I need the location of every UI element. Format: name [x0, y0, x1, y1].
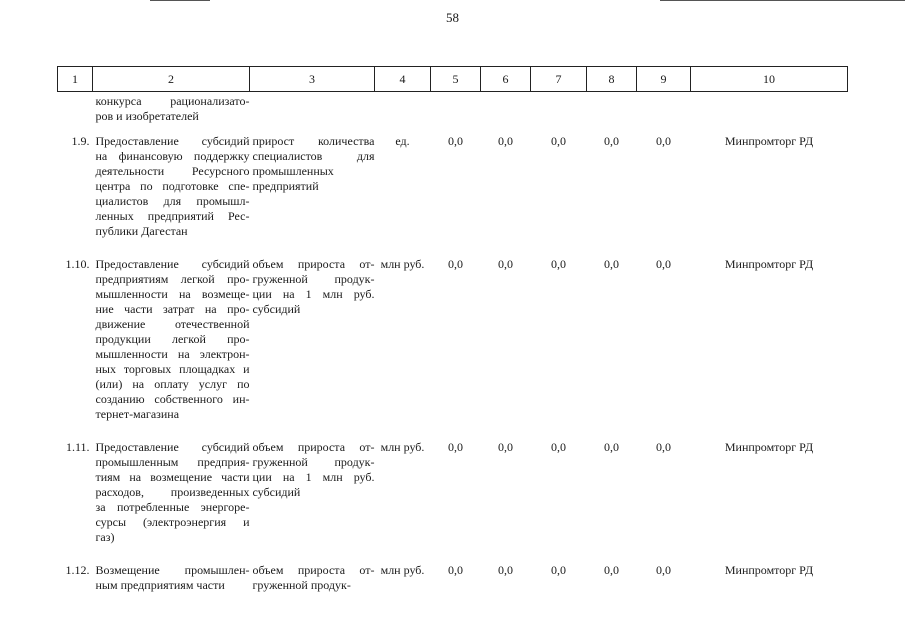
table-row [58, 92, 848, 125]
year-value: 0,0 [551, 440, 566, 454]
measure-name-line: ров и изобретателей [95, 109, 199, 123]
year-value: 0,0 [551, 134, 566, 148]
indicator-line: прирост количества [252, 134, 375, 148]
unit-of-measure: ед. [395, 134, 410, 148]
year-value: 0,0 [448, 440, 463, 454]
year-value: 0,0 [656, 440, 671, 454]
program-measures-table [57, 66, 848, 601]
year-value [637, 92, 691, 125]
indicator [250, 430, 375, 553]
measure-name [93, 247, 250, 430]
measure-name-line: публики Дагестан [95, 224, 188, 238]
indicator [250, 92, 375, 125]
indicator-line: ции на 1 млн руб. [252, 470, 375, 484]
measure-name-line: циалистов для промышл- [95, 194, 250, 208]
responsible-executor: Минпромторг РД [724, 440, 814, 454]
year-value: 0,0 [498, 134, 513, 148]
measure-name-line: ние части затрат на про- [95, 302, 250, 316]
col-header: 6 [481, 67, 531, 92]
table-row [58, 124, 848, 247]
measure-name [93, 430, 250, 553]
indicator-line: субсидий [252, 485, 301, 499]
year-value [431, 92, 481, 125]
col-header: 4 [375, 67, 431, 92]
indicator-line: субсидий [252, 302, 301, 316]
year-value: 0,0 [656, 134, 671, 148]
col-header: 2 [93, 67, 250, 92]
indicator-line: ции на 1 млн руб. [252, 287, 375, 301]
col-header: 10 [691, 67, 848, 92]
year-value: 0,0 [498, 563, 513, 577]
col-header: 8 [587, 67, 637, 92]
year-value: 0,0 [604, 440, 619, 454]
year-value: 0,0 [656, 563, 671, 577]
indicator [250, 247, 375, 430]
year-value: 0,0 [656, 257, 671, 271]
col-header: 9 [637, 67, 691, 92]
scan-edge-mark-right [660, 0, 905, 1]
year-value [531, 92, 587, 125]
indicator-line: объем прироста от- [252, 440, 375, 454]
year-value: 0,0 [448, 257, 463, 271]
year-value: 0,0 [498, 440, 513, 454]
measure-name-line: продукции легкой про- [95, 332, 250, 346]
measure-name-line: газ) [95, 530, 115, 544]
unit-of-measure: млн руб. [380, 440, 425, 454]
col-header: 3 [250, 67, 375, 92]
responsible-executor [691, 92, 848, 125]
item-number [58, 92, 93, 125]
responsible-executor: Минпромторг РД [724, 563, 814, 577]
measure-name-line: сурсы (электроэнергия и [95, 515, 250, 529]
header-row [58, 67, 848, 92]
measure-name-line: ных торговых площадках и [95, 362, 250, 376]
indicator [250, 124, 375, 247]
col-header: 5 [431, 67, 481, 92]
indicator [250, 553, 375, 601]
measure-name [93, 124, 250, 247]
table-body [58, 92, 848, 602]
item-number: 1.11. [65, 440, 90, 454]
year-value [481, 92, 531, 125]
year-value: 0,0 [604, 134, 619, 148]
measure-name-line: тернет-магазина [95, 407, 180, 421]
measure-name-line: Предоставление субсидий [95, 440, 250, 454]
measure-name-line: предприятиям легкой про- [95, 272, 250, 286]
indicator-line: предприятий [252, 179, 319, 193]
measure-name-line: за потребленные энергоре- [95, 500, 250, 514]
year-value: 0,0 [604, 257, 619, 271]
unit-of-measure [375, 92, 431, 125]
measure-name-line: конкурса рационализато- [95, 94, 250, 108]
measure-name-line: расходов, произведенных [95, 485, 250, 499]
indicator-line: специалистов для [252, 149, 375, 163]
item-number: 1.9. [71, 134, 90, 148]
year-value: 0,0 [448, 563, 463, 577]
year-value: 0,0 [551, 257, 566, 271]
col-header: 7 [531, 67, 587, 92]
item-number: 1.12. [65, 563, 90, 577]
table-row [58, 430, 848, 553]
year-value: 0,0 [498, 257, 513, 271]
indicator-line: промышленных [252, 164, 334, 178]
year-value [587, 92, 637, 125]
measure-name-line: движение отечественной [95, 317, 250, 331]
measure-name-line: деятельности Ресурсного [95, 164, 250, 178]
responsible-executor: Минпромторг РД [724, 134, 814, 148]
measure-name [93, 553, 250, 601]
measure-name-line: ным предприятиям части [95, 578, 225, 592]
year-value: 0,0 [551, 563, 566, 577]
scan-edge-mark-left [150, 0, 210, 1]
measure-name-line: (или) на оплату услуг по [95, 377, 250, 391]
measure-name-line: Предоставление субсидий [95, 134, 250, 148]
col-header: 1 [58, 67, 93, 92]
indicator-line: груженной продук- [252, 455, 375, 469]
measure-name-line: ленных предприятий Рес- [95, 209, 250, 223]
indicator-line: объем прироста от- [252, 563, 375, 577]
indicator-line: груженной продук- [252, 272, 375, 286]
table-row [58, 247, 848, 430]
measure-name-line: Предоставление субсидий [95, 257, 250, 271]
page-number: 58 [446, 10, 459, 25]
measure-name-line: созданию собственного ин- [95, 392, 250, 406]
measure-name-line: Возмещение промышлен- [95, 563, 250, 577]
year-value: 0,0 [448, 134, 463, 148]
measure-name [93, 92, 250, 125]
measure-name-line: тиям на возмещение части [95, 470, 250, 484]
table-row [58, 553, 848, 601]
measure-name-line: на финансовую поддержку [95, 149, 250, 163]
measure-name-line: промышленным предприя- [95, 455, 250, 469]
unit-of-measure: млн руб. [380, 257, 425, 271]
responsible-executor: Минпромторг РД [724, 257, 814, 271]
year-value: 0,0 [604, 563, 619, 577]
indicator-line: груженной продук- [252, 578, 351, 592]
measure-name-line: мышленности на возмеще- [95, 287, 250, 301]
indicator-line: объем прироста от- [252, 257, 375, 271]
measure-name-line: центра по подготовке спе- [95, 179, 250, 193]
item-number: 1.10. [65, 257, 90, 271]
measure-name-line: мышленности на электрон- [95, 347, 250, 361]
unit-of-measure: млн руб. [380, 563, 425, 577]
